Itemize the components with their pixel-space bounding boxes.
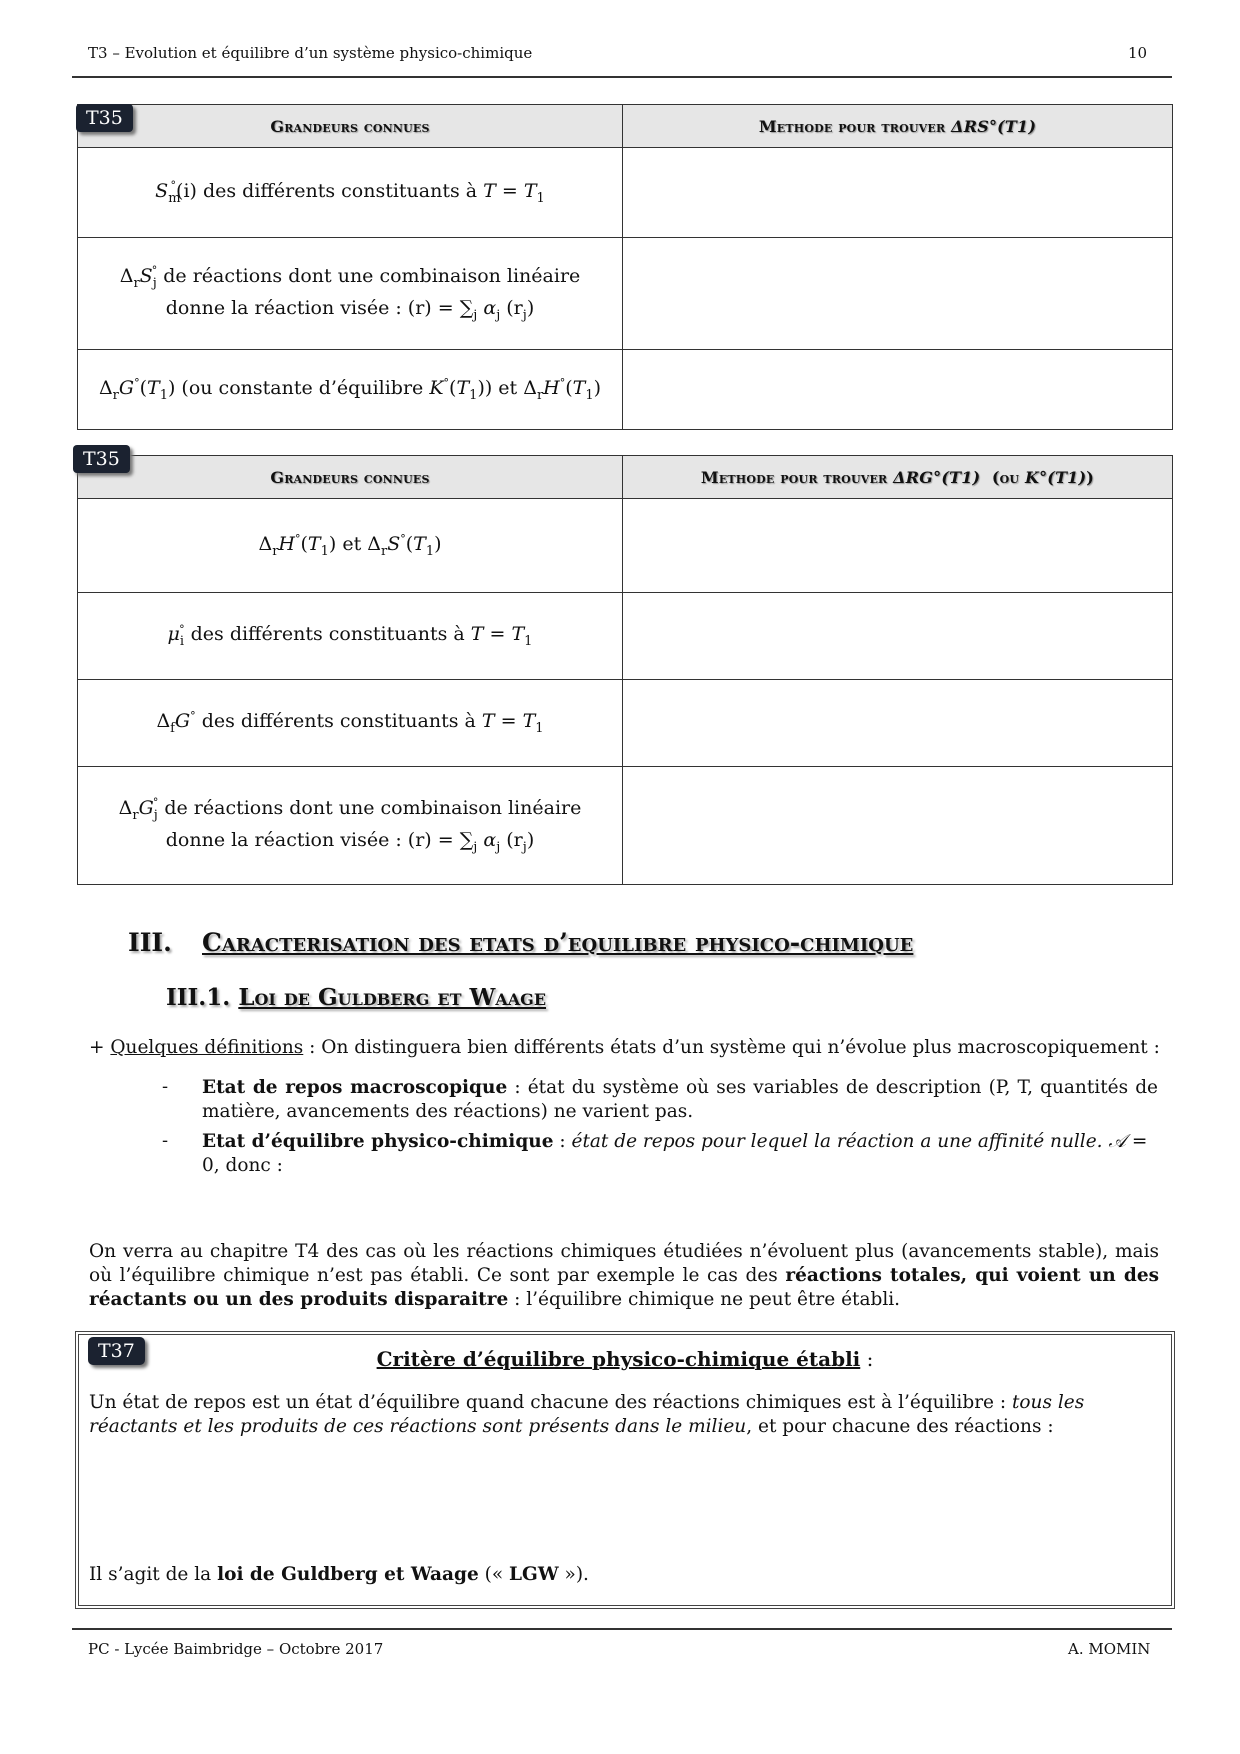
page-number: 10 <box>1128 44 1148 62</box>
table1-row-2: $\Delta_rS_j^\circ$ de réactions dont une combinaison linéaire donne la réaction visée : $(r) = \sum_j$ $\alpha_j$ $(r_j)$ <box>78 238 623 350</box>
table2-answer-4[interactable] <box>623 767 1173 885</box>
table2-row-2: $\mu_i^\circ$ des différents constituants à $T = T_1$ <box>78 593 623 680</box>
table1-answer-2[interactable] <box>623 238 1173 350</box>
table2-row-4: $\Delta_rG_j^\circ$ de réactions dont une combinaison linéaire donne la réaction visée : $(r) = \sum_j$ $\alpha_j$ $(r_j)$ <box>78 767 623 885</box>
table2-col-methode: Methode pour trouver ΔRG°(T1) (ou K°(T1)) <box>623 456 1173 499</box>
header-title: T3 – Evolution et équilibre d’un système physico-chimique <box>88 44 533 62</box>
table1-answer-1[interactable] <box>623 148 1173 238</box>
table-entropy-methods <box>77 104 1173 430</box>
table1-row-3: $\Delta_rG^\circ(T_1)$ (ou constante d’équilibre $K^\circ(T_1)$) et $\Delta_rH^\circ(T_1)$ <box>78 350 623 430</box>
table1-col-methode: Methode pour trouver ΔRS°(T1) <box>623 105 1173 148</box>
table-gibbs-methods <box>77 455 1173 885</box>
table2-answer-2[interactable] <box>623 593 1173 680</box>
section-heading: III. Caracterisation des etats d’equilibre physico-chimique <box>128 928 914 957</box>
tag-t35-b: T35 <box>73 445 130 473</box>
table2-answer-3[interactable] <box>623 680 1173 767</box>
tag-t35-a: T35 <box>76 104 133 132</box>
header-rule <box>72 76 1172 78</box>
definition-equilibre: Etat d’équilibre physico-chimique : état de repos pour lequel la réaction a une affinité nulle. 𝒜 = 0, donc : <box>202 1131 1148 1176</box>
footer-right: A. MOMIN <box>1068 1640 1151 1658</box>
box-title: Critère d’équilibre physico-chimique établi : <box>376 1347 874 1371</box>
box-critere-equilibre <box>75 1331 1175 1609</box>
table1-answer-3[interactable] <box>623 350 1173 430</box>
table1-col-grandeurs: Grandeurs connues <box>78 105 623 148</box>
table2-answer-1[interactable] <box>623 499 1173 593</box>
definitions-lead: + Quelques définitions : On distinguera bien différents états d’un système qui n’évolue plus macroscopiquement : <box>89 1037 1160 1058</box>
footer-left: PC - Lycée Baimbridge – Octobre 2017 <box>88 1640 384 1658</box>
paragraph-reactions-totales: On verra au chapitre T4 des cas où les réactions chimiques étudiées n’évoluent plus (avancements stable), mais où l’équilibre chimique n’est pas établi. Ce sont par exemple le cas des réactions totales, qui voient un des réactants ou un des produits disparaitre : l’équilibre chimique ne peut être établi. <box>89 1241 1160 1310</box>
bullet-dash: - <box>162 1076 169 1097</box>
tag-t37: T37 <box>88 1337 145 1365</box>
table2-row-1: $\Delta_rH^\circ(T_1)$ et $\Delta_rS^\circ(T_1)$ <box>78 499 623 593</box>
bullet-dash: - <box>162 1130 169 1151</box>
table2-row-3: $\Delta_fG^\circ$ des différents constituants à $T = T_1$ <box>78 680 623 767</box>
definition-repos: Etat de repos macroscopique : état du système où ses variables de description (P, T, quantités de matière, avancements des réactions) ne varient pas. <box>202 1077 1158 1122</box>
table1-row-1: $S_m^\circ(i)$ des différents constituants à $T = T_1$ <box>78 148 623 238</box>
table2-col-grandeurs: Grandeurs connues <box>78 456 623 499</box>
subsection-heading: III.1. Loi de Guldberg et Waage <box>166 984 547 1011</box>
box-text-2: Il s’agit de la loi de Guldberg et Waage (« LGW »). <box>89 1564 589 1585</box>
footer-rule <box>72 1628 1172 1630</box>
box-text-1: Un état de repos est un état d’équilibre quand chacune des réactions chimiques est à l’équilibre : tous les réactants et les produits de ces réactions sont présents dans le milieu, et pour chacune des réactions : <box>89 1392 1085 1437</box>
